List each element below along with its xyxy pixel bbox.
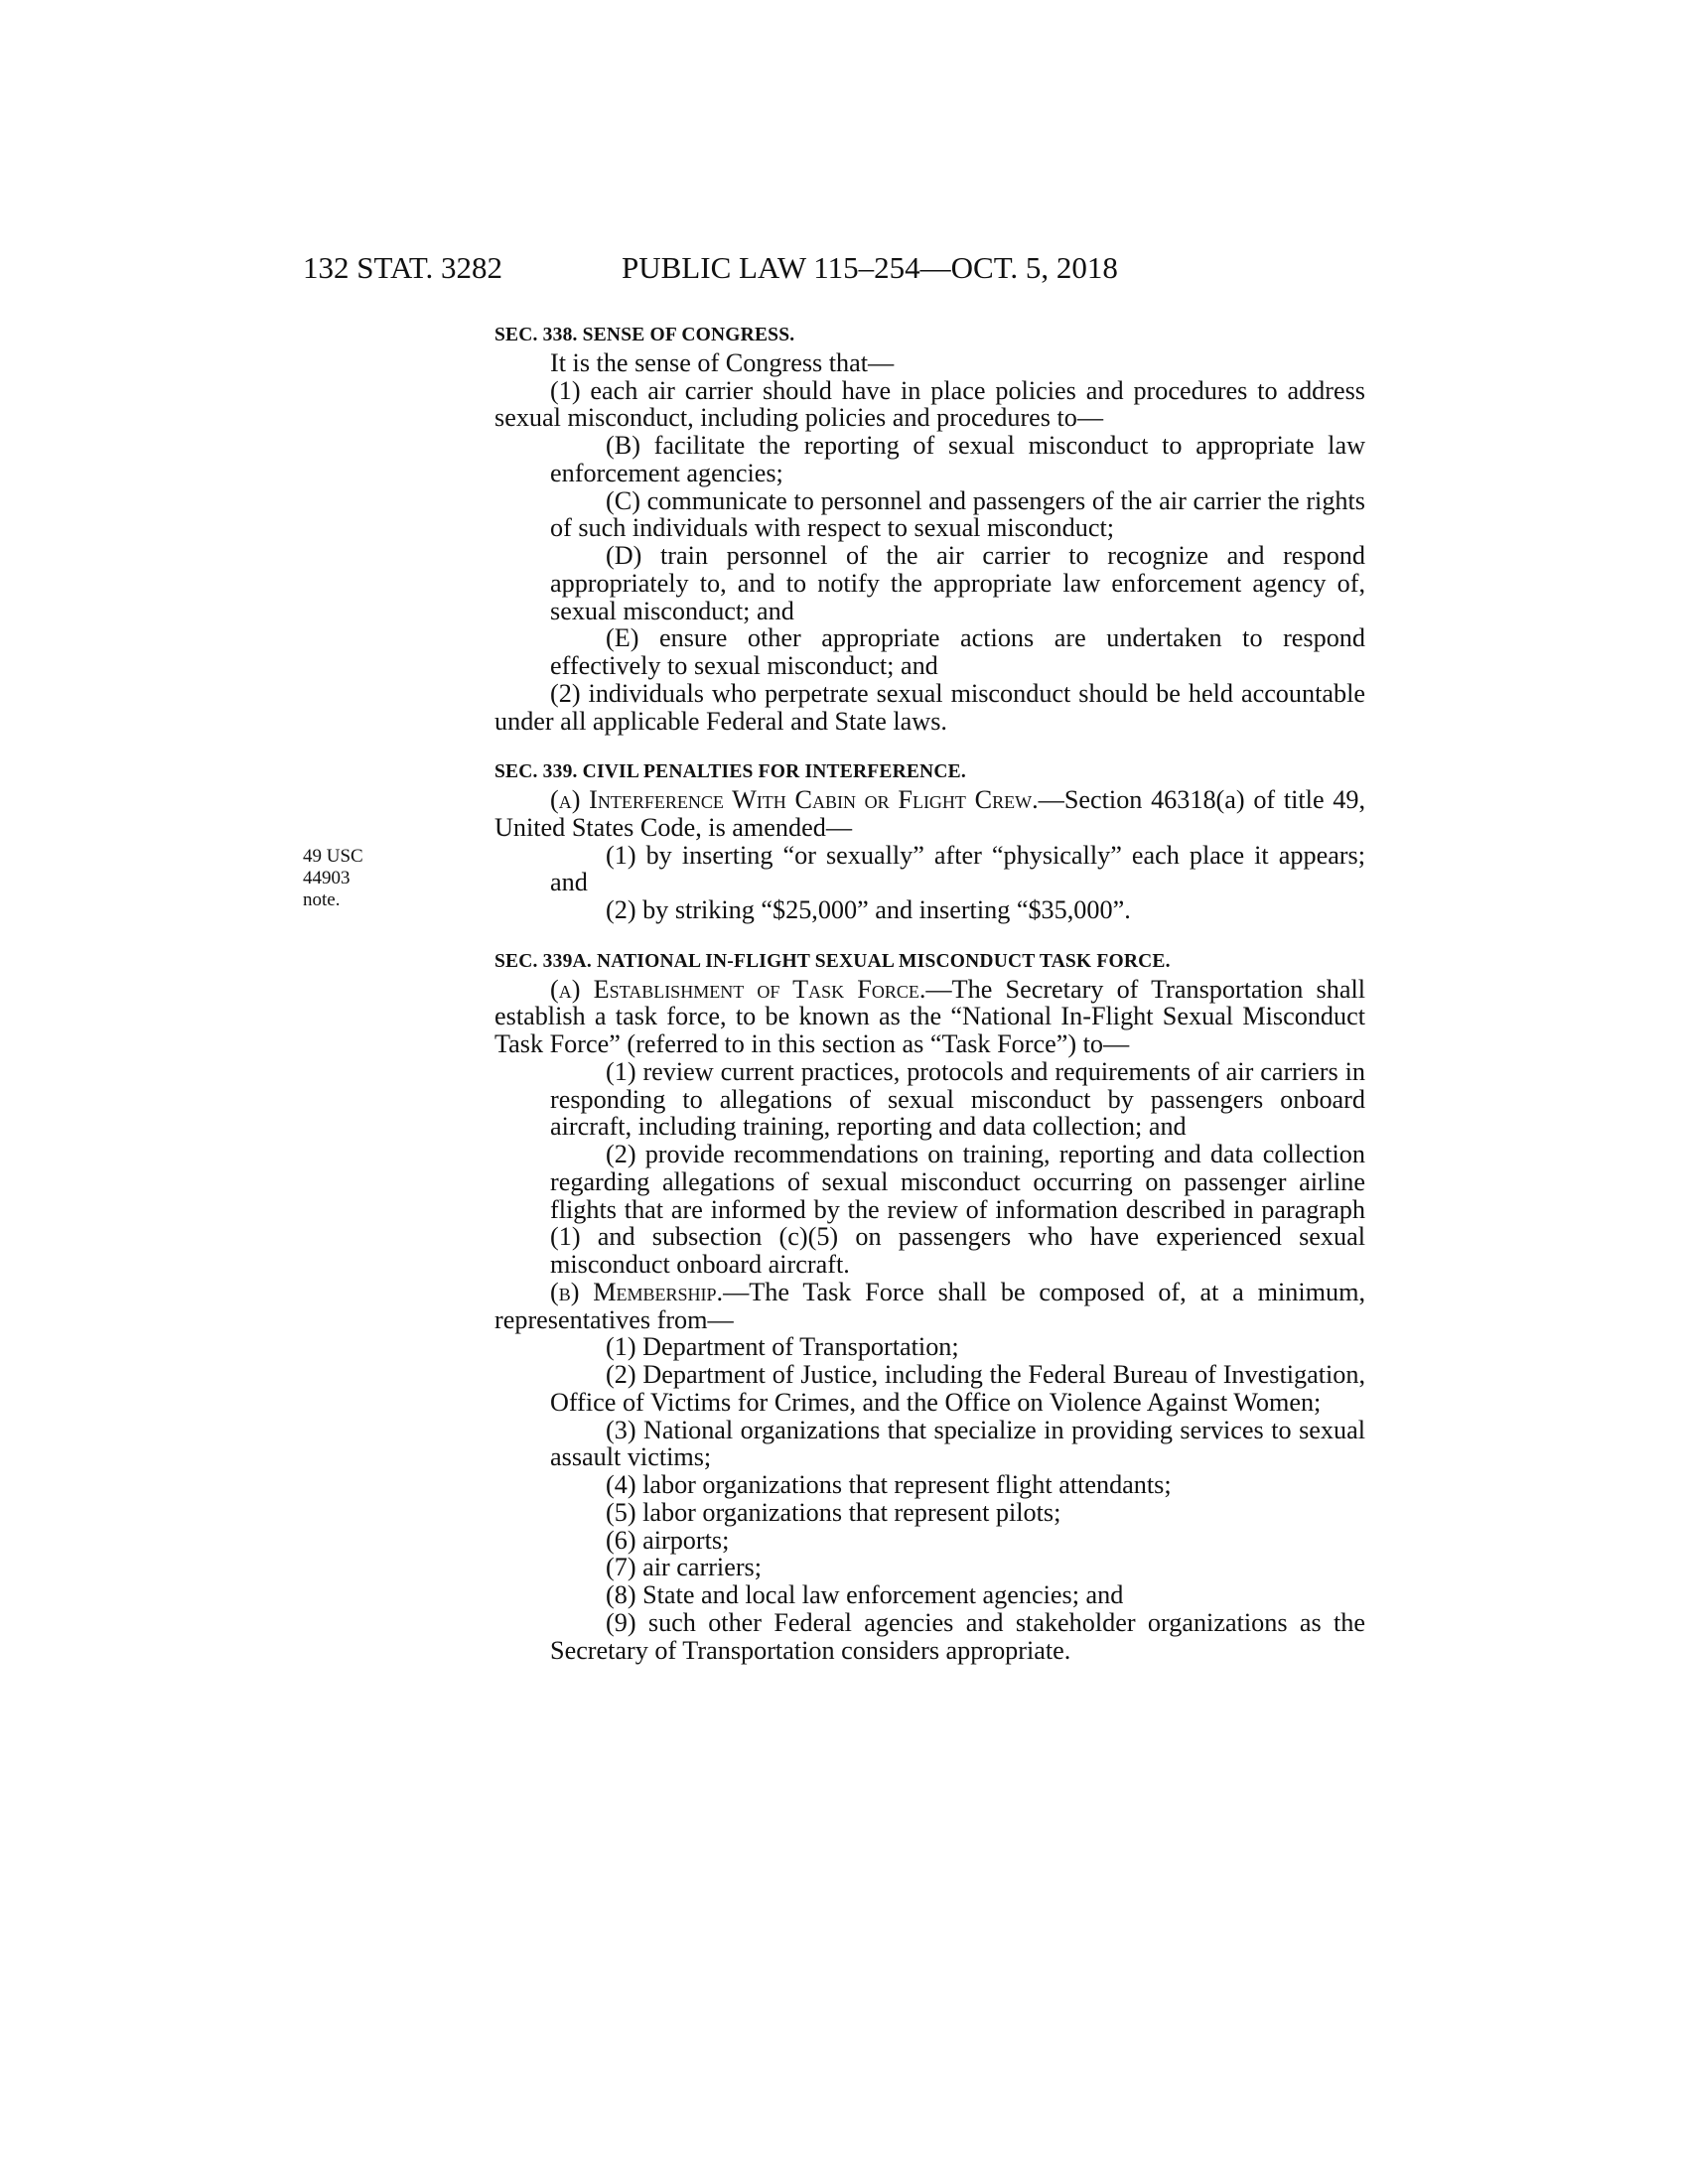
list-item: (6) airports; bbox=[606, 1525, 730, 1555]
subparagraph: (C) communicate to personnel and passengers of the air carrier the rights of such individuals with respect to sexual misconduct; bbox=[550, 485, 1365, 543]
subsection bbox=[494, 786, 1365, 842]
subsection bbox=[494, 1279, 1365, 1334]
subsection-text: —The Secretary of Transportation shall establish a task force, to be known as the “National In-Flight Sexual Misconduct Task Force” (referred to in this section as “Task Force”) to— bbox=[494, 974, 1365, 1058]
subsection bbox=[494, 976, 1365, 1058]
list-item: (2) Department of Justice, including the Federal Bureau of Investigation, Office of Victims for Crimes, and the Office on Violence Against Women; bbox=[550, 1360, 1365, 1417]
list-item: (7) air carriers; bbox=[606, 1553, 763, 1582]
list-item: (9) such other Federal agencies and stakeholder organizations as the Secretary of Transportation considers appropriate. bbox=[550, 1607, 1365, 1665]
margin-note-citation: 49 USC 44903 bbox=[303, 846, 363, 888]
paragraph: (1) review current practices, protocols and requirements of air carriers in responding to allegations of sexual misconduct by passengers onboard aircraft, including training, reporting and data collection; and bbox=[550, 1056, 1365, 1142]
subsection-label: (a) Interference With Cabin or Flight Crew. bbox=[550, 785, 1039, 814]
paragraph: (1) by inserting “or sexually” after “physically” each place it appears; and bbox=[550, 840, 1365, 897]
section-heading: SEC. 339A. NATIONAL IN-FLIGHT SEXUAL MISCONDUCT TASK FORCE. bbox=[494, 950, 1171, 972]
list-item: (8) State and local law enforcement agencies; and bbox=[606, 1580, 1124, 1609]
running-header: PUBLIC LAW 115–254—OCT. 5, 2018 bbox=[622, 250, 1118, 285]
subsection-label: (a) Establishment of Task Force. bbox=[550, 974, 926, 1004]
subsection-text: —The Task Force shall be composed of, at a minimum, representatives from— bbox=[494, 1277, 1365, 1334]
paragraph: (1) each air carrier should have in place policies and procedures to address sexual misconduct, including policies and procedures to— bbox=[494, 375, 1365, 433]
paragraph: (2) individuals who perpetrate sexual misconduct should be held accountable under all applicable Federal and State laws. bbox=[494, 678, 1365, 736]
subsection-label: (b) Membership. bbox=[550, 1277, 724, 1306]
list-item: (3) National organizations that specialize in providing services to sexual assault victims; bbox=[550, 1415, 1365, 1472]
document-body bbox=[494, 322, 1365, 1664]
subsection-text: —Section 46318(a) of title 49, United States Code, is amended— bbox=[494, 785, 1365, 842]
subparagraph: (B) facilitate the reporting of sexual misconduct to appropriate law enforcement agencies; bbox=[550, 431, 1365, 487]
list-item: (5) labor organizations that represent pilots; bbox=[606, 1497, 1061, 1527]
paragraph: (2) provide recommendations on training, reporting and data collection regarding allegations of sexual misconduct occurring on passenger airline flights that are informed by the review of information described in paragraph (1) and subsection (c)(5) on passengers who have experienced sexual misconduct onboard aircraft. bbox=[550, 1140, 1365, 1279]
paragraph: It is the sense of Congress that— bbox=[550, 347, 895, 377]
subparagraph: (D) train personnel of the air carrier to recognize and respond appropriately to, and to notify the appropriate law enforcement agency of, sexual misconduct; and bbox=[550, 541, 1365, 625]
section-heading: SEC. 338. SENSE OF CONGRESS. bbox=[494, 325, 795, 345]
list-item: (1) Department of Transportation; bbox=[606, 1332, 959, 1362]
margin-note-suffix: note. bbox=[303, 889, 341, 910]
section-heading: SEC. 339. CIVIL PENALTIES FOR INTERFERENCE. bbox=[494, 761, 966, 783]
subparagraph: (E) ensure other appropriate actions are undertaken to respond effectively to sexual misconduct; and bbox=[550, 623, 1365, 680]
margin-note bbox=[303, 846, 412, 911]
paragraph: (2) by striking “$25,000” and inserting “$35,000”. bbox=[606, 895, 1131, 924]
statute-page-number: 132 STAT. 3282 bbox=[303, 250, 503, 285]
list-item: (4) labor organizations that represent flight attendants; bbox=[606, 1470, 1172, 1499]
